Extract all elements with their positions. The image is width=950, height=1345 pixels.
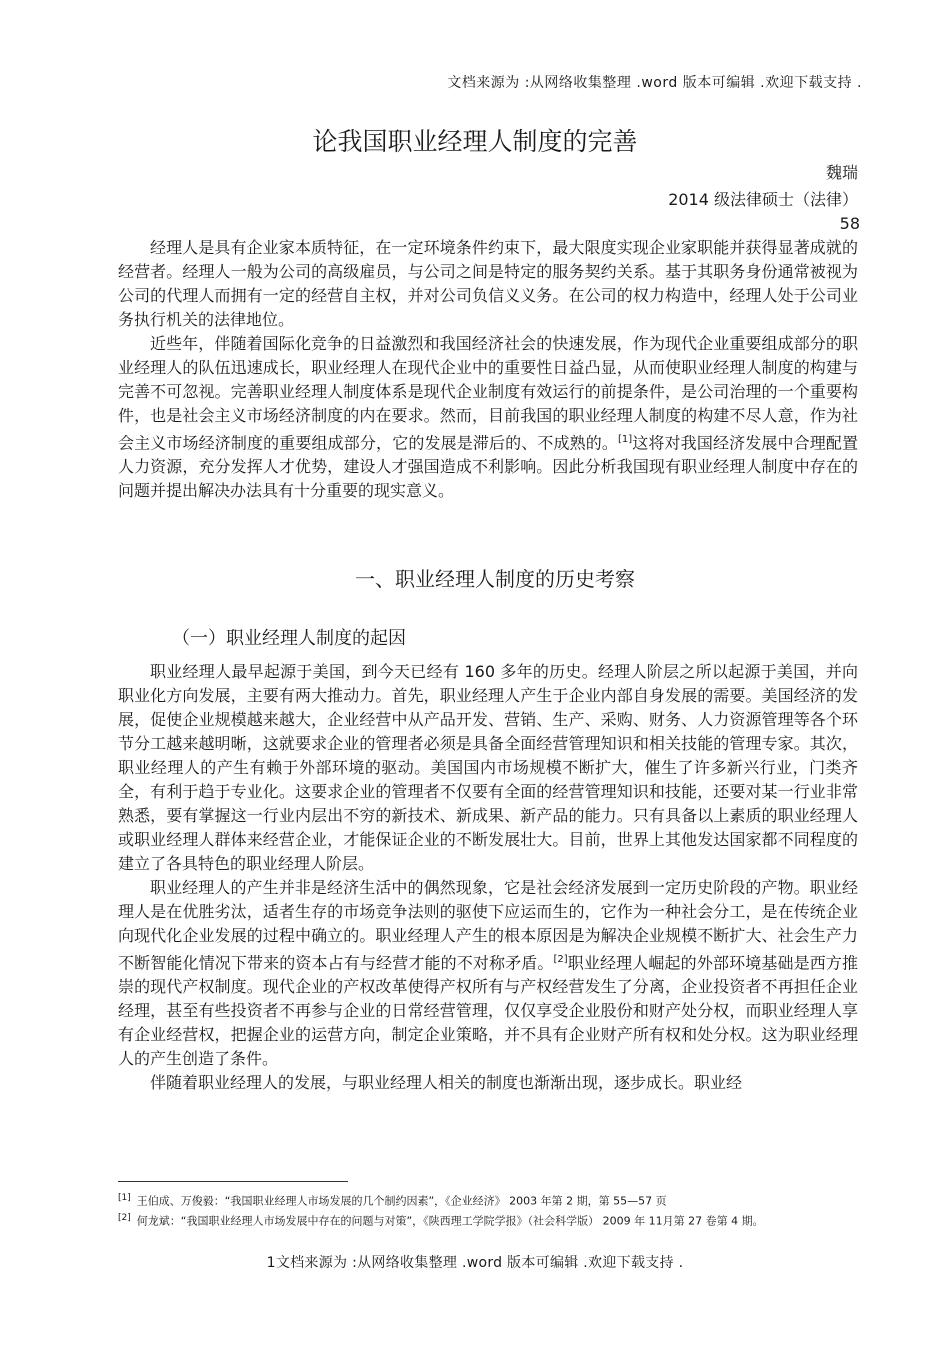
footnote-2-text: 何龙斌：“我国职业经理人市场发展中存在的问题与对策”，《陕西理工学院学报》（社会科学版） 2009 年 11月第 27 卷第 4 期。: [136, 1214, 764, 1228]
document-title: 论我国职业经理人制度的完善: [312, 127, 638, 156]
footnote-1: [118, 1190, 858, 1210]
section1-paragraph-3: 伴随着职业经理人的发展，与职业经理人相关的制度也渐渐出现，逐步成长。职业经: [150, 1073, 743, 1093]
author-program: 2014 级法律硕士（法律）: [668, 190, 858, 209]
section1-paragraph-2: [118, 876, 858, 1071]
footnote-divider: [118, 1181, 348, 1182]
intro-paragraph-2-text: 近些年，伴随着国际化竞争的日益激烈和我国经济社会的快速发展，作为现代企业重要组成部分的职业经理人的队伍迅速成长，职业经理人在现代企业中的重要性日益凸显，从而使职业经理人制度的构建与完善不可忽视。完善职业经理人制度体系是现代企业制度有效运行的前提条件，是公司治理的一个重要构件，也是社会主义市场经济制度的内在要求。然而，目前我国的职业经理人制度的构建不尽人意，作为社会主义市场经济制度的重要组成部分，它的发展是滞后的、不成熟的。: [118, 334, 858, 453]
footnote-ref-2[interactable]: [2]: [553, 954, 568, 965]
section-heading: 一、职业经理人制度的历史考察: [355, 567, 635, 591]
section1-paragraph-2-text: 职业经理人的产生并非是经济生活中的偶然现象，它是社会经济发展到一定历史阶段的产物。职业经理人是在优胜劣汰，适者生存的市场竞争法则的驱使下应运而生的，它作为一种社会分工，是在传统企业向现代化企业发展的过程中确立的。职业经理人产生的根本原因是为解决企业规模不断扩大、社会生产力不断智能化情况下带来的资本占有与经营才能的不对称矛盾。: [118, 878, 858, 973]
author-number: 58: [839, 214, 860, 233]
section1-paragraph-1: 职业经理人最早起源于美国，到今天已经有 160 多年的历史。经理人阶层之所以起源于美国，并向职业化方向发展，主要有两大推动力。首先，职业经理人产生于企业内部自身发展的需要。美国经济的发展，促使企业规模越来越大，企业经营中从产品开发、营销、生产、采购、财务、人力资源管理等各个环节分工越来越明晰，这就要求企业的管理者必须是具备全面经营管理知识和相关技能的管理专家。其次，职业经理人的产生有赖于外部环境的驱动。美国国内市场规模不断扩大，催生了许多新兴行业，门类齐全，有利于趋于专业化。这要求企业的管理者不仅要有全面的经营管理知识和技能，还要对某一行业非常熟悉，要有掌握这一行业内层出不穷的新技术、新成果、新产品的能力。只有具备以上素质的职业经理人或职业经理人群体来经营企业，才能保证企业的不断发展壮大。目前，世界上其他发达国家都不同程度的建立了各具特色的职业经理人阶层。: [118, 662, 858, 873]
intro-paragraph-2-tail: 这将对我国经济发展中合理配置人力资源，充分发挥人才优势，建设人才强国造成不利影响。因此分析我国现有职业经理人制度中存在的问题并提出解决办法具有十分重要的现实意义。: [118, 433, 858, 501]
author-name: 魏瑞: [825, 163, 858, 182]
intro-section: [118, 236, 858, 503]
footnote-2-mark: [2]: [118, 1213, 131, 1223]
page-footer: 1文档来源为 :从网络收集整理 .word 版本可编辑 .欢迎下载支持 .: [266, 1255, 684, 1271]
section1-body: [118, 660, 858, 1095]
footnote-1-mark: [1]: [118, 1193, 131, 1203]
section1-paragraph-2-tail: 职业经理人崛起的外部环境基础是西方推崇的现代产权制度。现代企业的产权改革使得产权所有与产权经营发生了分离，企业投资者不再担任企业经理，甚至有些投资者不再参与企业的日常经营管理，仅仅享受企业股份和财产处分权，而职业经理人享有企业经营权，把握企业的运营方向，制定企业策略，并不具有企业财产所有权和处分权。这为职业经理人的产生创造了条件。: [118, 953, 858, 1069]
footnote-1-text: 王伯成、万俊毅：“我国职业经理人市场发展的几个制约因素”，《企业经济》 2003 年第 2 期，第 55—57 页: [136, 1194, 667, 1208]
intro-paragraph-2: [118, 332, 858, 503]
page-header: 文档来源为 :从网络收集整理 .word 版本可编辑 .欢迎下载支持 .: [447, 75, 862, 91]
footnote-2: [118, 1210, 858, 1230]
intro-paragraph-1: 经理人是具有企业家本质特征，在一定环境条件约束下，最大限度实现企业家职能并获得显著成就的经营者。经理人一般为公司的高级雇员，与公司之间是特定的服务契约关系。基于其职务身份通常被视为公司的代理人而拥有一定的经营自主权，并对公司负信义义务。在公司的权力构造中，经理人处于公司业务执行机关的法律地位。: [118, 238, 858, 329]
footnote-ref-1[interactable]: [1]: [618, 434, 633, 445]
subsection-heading: （一）职业经理人制度的起因: [172, 628, 406, 649]
